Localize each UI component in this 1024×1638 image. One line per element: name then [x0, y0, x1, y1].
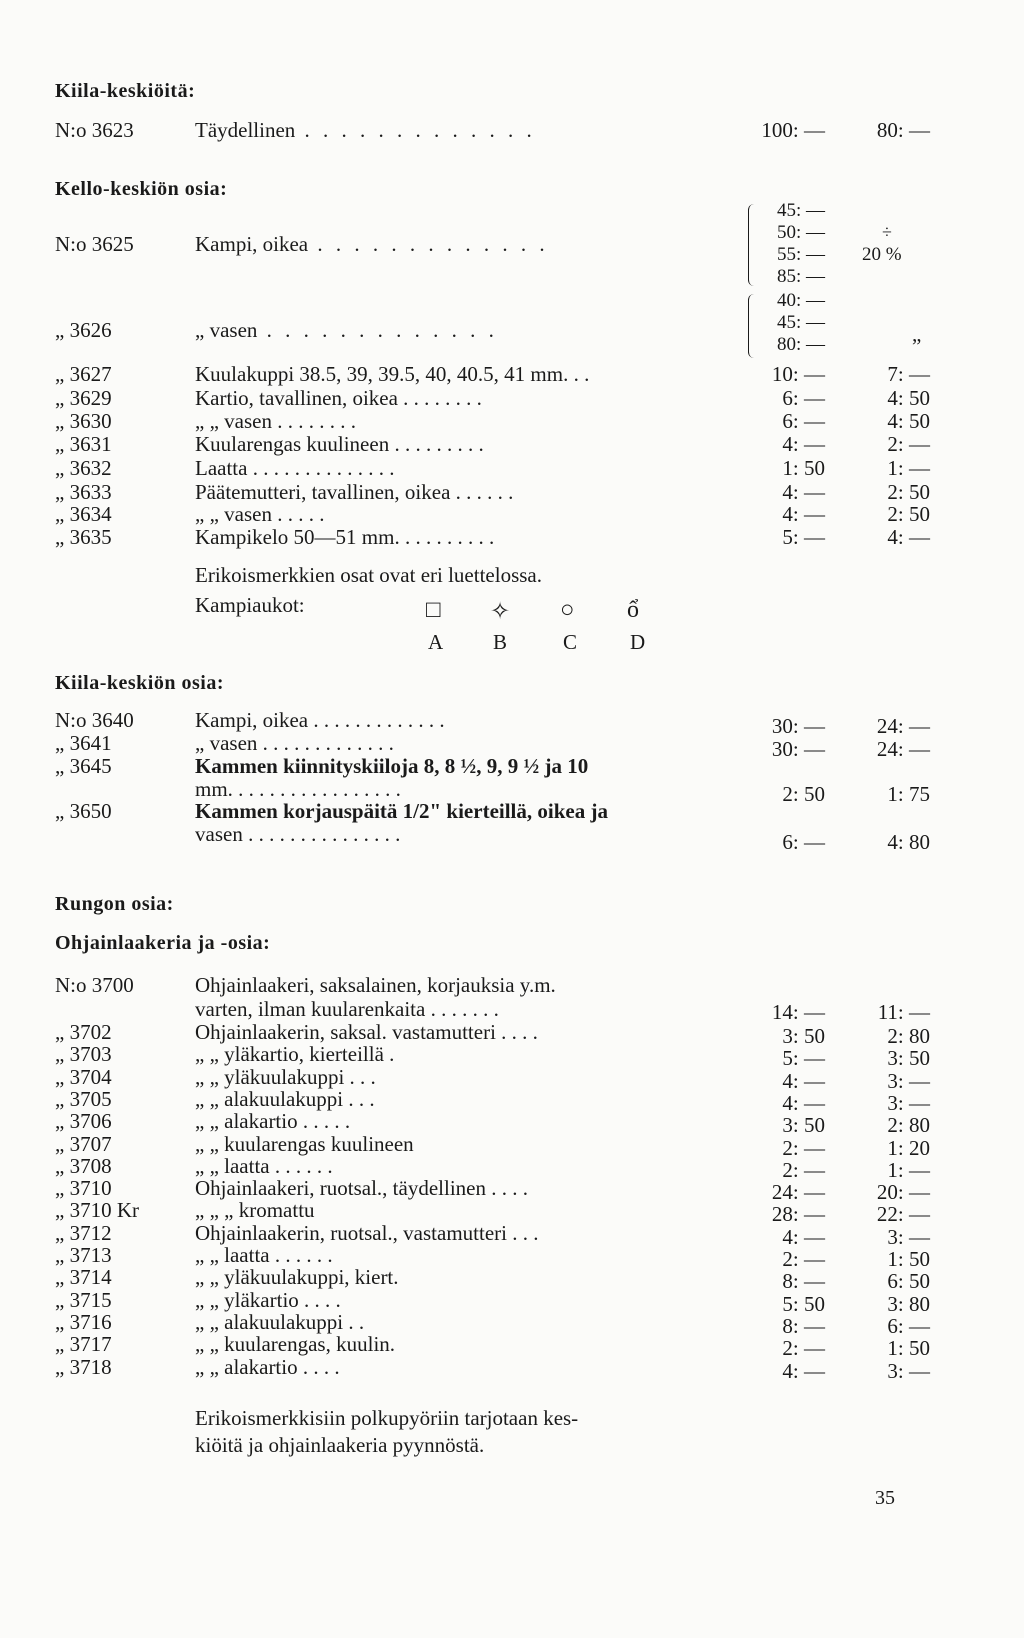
item-number: „ 3707: [55, 1131, 112, 1156]
table-row: [0, 1220, 1024, 1249]
table-row: [0, 502, 1024, 526]
table-row: [0, 1020, 1024, 1048]
item-description: „ „ vasen . . . . .: [195, 502, 325, 526]
item-description: „ „ vasen . . . . . . . .: [195, 409, 356, 433]
price-wholesale: 3: 80: [887, 1291, 930, 1316]
item-number: „ 3629: [55, 386, 112, 410]
price-wholesale: 1: 50: [887, 1336, 930, 1361]
item-number: „ 3631: [55, 432, 112, 456]
price-wholesale: 4: 50: [887, 386, 930, 410]
table-row-continuation: [0, 777, 1024, 806]
price-retail: 8: —: [782, 1313, 825, 1338]
item-number: „ 3716: [55, 1309, 112, 1334]
page-number: 35: [875, 1487, 895, 1509]
item-number: N:o 3640: [55, 708, 134, 732]
price-wholesale: 24: —: [876, 714, 930, 738]
table-row: [0, 1332, 1024, 1361]
table-row: [0, 1309, 1024, 1338]
item-number: „ 3715: [55, 1287, 112, 1312]
price-retail: 4: —: [782, 432, 825, 456]
table-row: [0, 118, 1024, 142]
table-row: [0, 525, 1024, 549]
table-row: [0, 1064, 1024, 1093]
table-row: [0, 1243, 1024, 1271]
item-number: N:o 3623: [55, 118, 134, 142]
price-wholesale: 2: 50: [887, 480, 930, 504]
table-row: [0, 1086, 1024, 1115]
item-description: „ „ alakuulakuppi . .: [195, 1309, 365, 1334]
item-number: „ 3712: [55, 1220, 112, 1245]
item-description: „ vasen . . . . . . . . . . . . .: [195, 731, 394, 755]
price-retail: 5: —: [782, 525, 825, 549]
price-wholesale: 1: —: [887, 456, 930, 480]
price-retail: 1: 50: [782, 456, 825, 480]
price-option: 45: —: [776, 200, 825, 221]
label-b: B: [493, 630, 508, 654]
price-wholesale: 4: 80: [887, 830, 930, 854]
price-option: 55: —: [776, 244, 825, 265]
price-option: 50: —: [776, 222, 825, 243]
item-number: „ 3710: [55, 1176, 112, 1201]
item-number: „ 3710 Kr: [55, 1198, 139, 1223]
price-wholesale: 3: —: [887, 1090, 930, 1115]
price-retail: 4: —: [782, 502, 825, 526]
price-retail: 2: —: [782, 1336, 825, 1361]
item-description: Ohjainlaakeri, saksalainen, korjauksia y.m.: [195, 973, 556, 997]
item-description: Ohjainlaakeri, ruotsal., täydellinen . . . .: [195, 1176, 528, 1201]
item-number: „ 3714: [55, 1265, 112, 1290]
price-retail: 3: 50: [782, 1024, 825, 1048]
price-option: 80: —: [776, 334, 825, 355]
item-description: Kammen kiinnityskiiloja 8, 8 ½, 9, 9 ½ ja 10: [195, 754, 589, 778]
item-description-continued: vasen . . . . . . . . . . . . . . .: [195, 822, 401, 846]
item-number: N:o 3700: [55, 973, 134, 997]
section-heading-kello-keskion-osia: Kello-keskiön osia:: [55, 178, 228, 200]
label-d: D: [630, 630, 646, 654]
table-row: [0, 973, 1024, 997]
price-retail: 30: —: [771, 737, 825, 761]
item-number: „ 3650: [55, 799, 112, 823]
table-row: [0, 409, 1024, 433]
item-description: Täydellinen . . . . . . . . . . . . .: [195, 118, 536, 142]
item-description: Kammen korjauspäitä 1/2" kierteillä, oikea ja: [195, 799, 608, 823]
price-wholesale: 3: —: [887, 1068, 930, 1093]
item-description: „ „ alakartio . . . . .: [195, 1109, 351, 1134]
item-description: Kuulakuppi 38.5, 39, 39.5, 40, 40.5, 41 mm. . .: [195, 362, 590, 386]
price-wholesale: 2: 50: [887, 502, 930, 526]
item-number: „ 3704: [55, 1064, 112, 1089]
price-wholesale: 6: —: [887, 1313, 930, 1338]
table-row: [0, 799, 1024, 823]
item-description: Päätemutteri, tavallinen, oikea . . . . . .: [195, 480, 514, 504]
table-row: [0, 1153, 1024, 1182]
section-heading-ohjainlaakeria: Ohjainlaakeria ja -osia:: [55, 932, 271, 954]
price-option: 85: —: [776, 266, 825, 287]
price-retail: 14: —: [771, 1000, 825, 1024]
price-retail: 6: —: [782, 409, 825, 433]
item-number: „ 3626: [55, 318, 112, 342]
price-option: 45: —: [776, 312, 825, 333]
item-description: Kampi, oikea . . . . . . . . . . . . .: [195, 708, 445, 732]
item-description-continued: mm. . . . . . . . . . . . . . . . .: [195, 777, 401, 801]
item-description: Ohjainlaakerin, ruotsal., vastamutteri . . .: [195, 1220, 539, 1245]
item-description: „ vasen . . . . . . . . . . . . .: [195, 318, 498, 342]
table-row: [0, 708, 1024, 738]
price-retail: 2: —: [782, 1157, 825, 1182]
label-a: A: [428, 630, 444, 654]
price-wholesale: 11: —: [877, 1000, 930, 1024]
price-wholesale: 3: —: [887, 1224, 930, 1249]
table-row: [0, 1109, 1024, 1138]
price-retail: 2: 50: [782, 782, 825, 806]
table-row: [0, 1287, 1024, 1316]
price-retail: 5: 50: [782, 1291, 825, 1316]
price-wholesale: 1: 50: [887, 1247, 930, 1271]
price-retail: 4: —: [782, 1224, 825, 1249]
price-option: 40: —: [776, 290, 825, 311]
item-number: „ 3717: [55, 1332, 112, 1357]
item-description: Kampi, oikea . . . . . . . . . . . . .: [195, 232, 549, 256]
ditto-mark: „: [912, 322, 922, 346]
item-number: „ 3641: [55, 731, 112, 755]
table-row: [0, 731, 1024, 761]
price-retail: 28: —: [771, 1202, 825, 1227]
price-retail: 10: —: [771, 362, 825, 386]
table-row: [0, 480, 1024, 504]
price-retail: 30: —: [771, 714, 825, 738]
price-wholesale: 2: 80: [887, 1113, 930, 1138]
item-description: Kuularengas kuulineen . . . . . . . . .: [195, 432, 484, 456]
price-retail: 4: —: [782, 480, 825, 504]
item-description: Kampikelo 50—51 mm. . . . . . . . . .: [195, 525, 495, 549]
price-list-3626: [755, 290, 825, 356]
section-heading-kiila-keskioita: Kiila-keskiöitä:: [55, 80, 196, 102]
price-wholesale: 2: —: [887, 432, 930, 456]
price-retail: 100: —: [761, 118, 825, 142]
item-number: „ 3703: [55, 1042, 112, 1067]
table-row: [0, 432, 1024, 456]
discount-percent: 20 %: [862, 244, 902, 265]
diamond-symbol: ✧: [490, 599, 511, 625]
price-retail: 6: —: [782, 386, 825, 410]
item-description: „ „ alakartio . . . .: [195, 1354, 340, 1379]
price-wholesale: 7: —: [887, 362, 930, 386]
price-wholesale: 1: —: [887, 1157, 930, 1182]
price-retail: 4: —: [782, 1068, 825, 1093]
price-wholesale: 3: —: [887, 1358, 930, 1383]
price-wholesale: 80: —: [876, 118, 930, 142]
price-retail: 5: —: [782, 1046, 825, 1071]
item-description: „ „ „ kromattu: [195, 1198, 315, 1223]
price-wholesale: 20: —: [876, 1180, 930, 1205]
table-row: [0, 1176, 1024, 1205]
table-row: [0, 386, 1024, 410]
item-number: „ 3630: [55, 409, 112, 433]
item-description-continued: varten, ilman kuularenkaita . . . . . . .: [195, 997, 499, 1021]
section-heading-rungon-osia: Rungon osia:: [55, 893, 174, 915]
item-number: „ 3706: [55, 1109, 112, 1134]
price-retail: 2: —: [782, 1247, 825, 1271]
label-c: C: [563, 630, 578, 654]
item-number: „ 3627: [55, 362, 112, 386]
item-number: „ 3632: [55, 456, 112, 480]
table-row: [0, 1131, 1024, 1160]
price-list-3625: [755, 200, 825, 288]
item-description: Kartio, tavallinen, oikea . . . . . . . .: [195, 386, 482, 410]
price-retail: 3: 50: [782, 1113, 825, 1138]
circle-dot-symbol: ổ: [627, 597, 639, 623]
item-number: „ 3713: [55, 1243, 112, 1267]
division-sign: ÷: [882, 222, 892, 242]
table-row: [0, 318, 1024, 342]
item-number: „ 3634: [55, 502, 112, 526]
item-description: „ „ yläkuulakuppi . . .: [195, 1064, 376, 1089]
kampiaukot-label: Kampiaukot:: [195, 593, 305, 617]
item-description: „ „ laatta . . . . . .: [195, 1153, 333, 1178]
item-number: „ 3645: [55, 754, 112, 778]
item-description: „ „ laatta . . . . . .: [195, 1243, 333, 1267]
item-description: „ „ kuularengas, kuulin.: [195, 1332, 396, 1357]
section-heading-kiila-keskion-osia: Kiila-keskiön osia:: [55, 672, 224, 694]
price-wholesale: 4: 50: [887, 409, 930, 433]
item-number: „ 3702: [55, 1020, 112, 1044]
table-row-continuation: [0, 997, 1024, 1024]
square-symbol: □: [426, 597, 441, 623]
note-erikoismerkkien: Erikoismerkkien osat ovat eri luettelossa.: [195, 563, 542, 587]
item-description: „ „ yläkuulakuppi, kiert.: [195, 1265, 399, 1290]
table-row: [0, 754, 1024, 778]
footer-note-line1: Erikoismerkkisiin polkupyöriin tarjotaan kes-: [195, 1406, 579, 1430]
item-number: „ 3718: [55, 1354, 112, 1379]
table-row: [0, 1354, 1024, 1383]
table-row-continuation: [0, 822, 1024, 854]
item-number: N:o 3625: [55, 232, 134, 256]
item-description: Laatta . . . . . . . . . . . . . .: [195, 456, 395, 480]
price-retail: 2: —: [782, 1135, 825, 1160]
table-row: [0, 456, 1024, 480]
price-wholesale: 1: 20: [887, 1135, 930, 1160]
item-description: „ „ yläkartio, kierteillä .: [195, 1042, 395, 1067]
price-retail: 24: —: [771, 1180, 825, 1205]
item-number: „ 3633: [55, 480, 112, 504]
price-wholesale: 6: 50: [887, 1269, 930, 1294]
table-row: [0, 1042, 1024, 1071]
price-wholesale: 24: —: [876, 737, 930, 761]
item-number: „ 3708: [55, 1153, 112, 1178]
item-description: Ohjainlaakerin, saksal. vastamutteri . . . .: [195, 1020, 538, 1044]
item-description: „ „ alakuulakuppi . . .: [195, 1086, 375, 1111]
table-row: [0, 1265, 1024, 1294]
price-retail: 4: —: [782, 1358, 825, 1383]
price-wholesale: 1: 75: [887, 782, 930, 806]
price-retail: 6: —: [782, 830, 825, 854]
price-wholesale: 4: —: [887, 525, 930, 549]
price-wholesale: 3: 50: [887, 1046, 930, 1071]
footer-note-line2: kiöitä ja ohjainlaakeria pyynnöstä.: [195, 1433, 485, 1457]
price-retail: 4: —: [782, 1090, 825, 1115]
table-row: [0, 362, 1024, 386]
price-wholesale: 22: —: [876, 1202, 930, 1227]
circle-symbol: ○: [560, 597, 575, 623]
item-number: „ 3705: [55, 1086, 112, 1111]
price-retail: 8: —: [782, 1269, 825, 1294]
item-number: „ 3635: [55, 525, 112, 549]
table-row: [0, 1198, 1024, 1227]
price-wholesale: 2: 80: [887, 1024, 930, 1048]
item-description: „ „ kuularengas kuulineen: [195, 1131, 414, 1156]
item-description: „ „ yläkartio . . . .: [195, 1287, 341, 1312]
